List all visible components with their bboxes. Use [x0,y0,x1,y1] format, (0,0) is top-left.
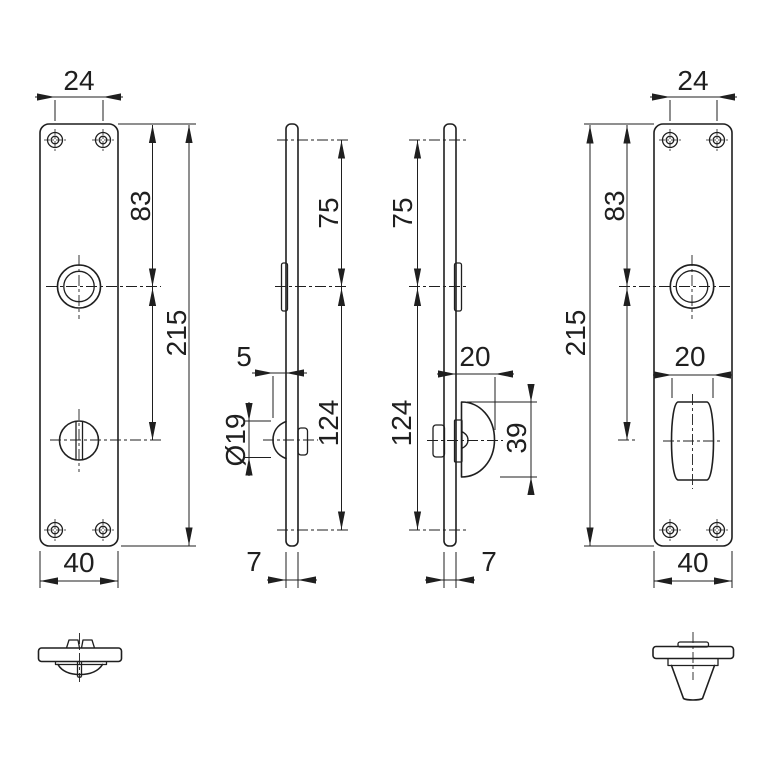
screw-hole [659,519,681,541]
plate-outline [40,124,118,546]
dim-label-boss-diameter: Ø19 [220,413,251,467]
dimension-knob-protrusion [437,341,514,430]
screw-hole [659,129,681,151]
dim-label-thickness: 7 [481,546,497,577]
left-plate-top-view [39,633,122,682]
right-plate-front-view [560,65,737,588]
left-plate-front-view [35,65,196,588]
dim-label-thickness: 7 [246,546,262,577]
dimension-plate-width [40,547,118,588]
dim-label-screw-to-handle: 75 [387,197,418,229]
slot-wall [82,640,95,648]
dimension-knob-height [467,384,537,495]
dim-label-top-to-handle: 83 [125,190,156,222]
handle-hub-hole [619,255,730,319]
plate-top-outline [39,648,122,662]
screw-hole [706,519,728,541]
dim-label-handle-to-screw: 124 [313,399,344,447]
screw-hole [706,129,728,151]
left-plate-profile-view [220,124,348,588]
turn-knob-profile [462,402,495,477]
dimension-knob-width [653,341,732,398]
dimension-top-to-handle [599,125,631,440]
dimension-plate-height [560,124,654,546]
dim-label-plate-height: 215 [161,309,192,357]
spindle-tab [433,425,445,457]
plate-outline [654,124,732,546]
screw-hole [92,129,114,151]
turn-knob-front [663,394,723,489]
dim-label-screw-spacing: 24 [677,65,709,96]
dim-label-plate-width: 40 [677,547,709,578]
plate-profile-outline [286,124,298,546]
knob-grip-top [672,666,715,701]
dim-label-knob-protrusion: 20 [459,341,491,372]
screw-hole [44,519,66,541]
dimension-thickness [246,546,317,588]
dim-label-screw-to-handle: 75 [313,197,344,229]
knob-plate-top-view [653,632,734,700]
dim-label-plate-height: 215 [560,309,591,357]
wc-release-hole [50,409,161,472]
dimension-screw-spacing [650,65,737,121]
screw-hole [92,519,114,541]
dim-label-screw-spacing: 24 [63,65,95,96]
dim-label-knob-height: 39 [501,422,532,454]
slot-wall [67,640,80,648]
boss-dome [58,665,103,675]
right-plate-profile-view [386,124,537,588]
dimension-top-to-handle [118,124,196,440]
dimension-boss-diameter [220,402,271,476]
handle-hub-hole [46,255,161,319]
dim-label-top-to-handle: 83 [599,190,630,222]
dim-label-handle-to-screw: 124 [386,399,417,447]
dimension-screw-spacing [35,65,123,121]
dim-label-knob-width: 20 [674,341,706,372]
screw-hole [44,129,66,151]
dimension-screw-to-handle [313,140,345,530]
dim-label-boss-protrusion: 5 [236,341,252,372]
release-back-housing [298,428,308,455]
dimension-plate-width [654,547,732,588]
dimension-screw-to-handle [386,140,421,530]
dim-label-plate-width: 40 [63,547,95,578]
plate-profile-outline [444,124,456,546]
dimension-thickness [425,546,497,588]
dimension-plate-height [121,125,196,546]
